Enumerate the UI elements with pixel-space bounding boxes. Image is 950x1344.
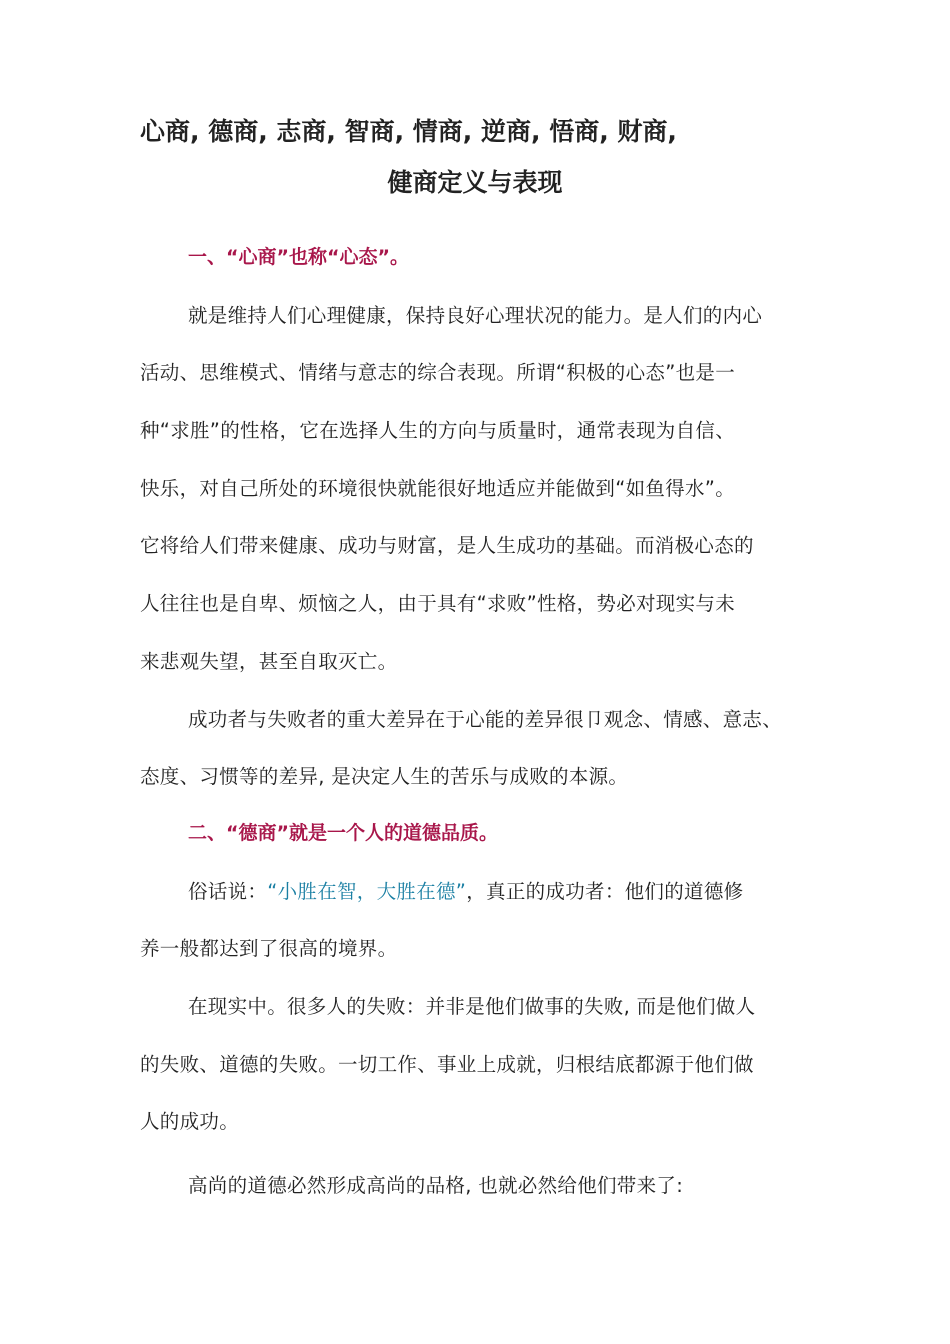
section2-para1-prefix: 俗话说： [188,880,268,903]
section2-heading: 二、“德商”就是一个人的道德品质。 [188,822,498,844]
document-title-line2: 健商定义与表现 [387,168,563,197]
section2-para1-suffix: ，真正的成功者：他们的道德修 [466,880,744,903]
section1-para1-line: 活动、思维模式、情绪与意志的综合表现。所谓“积极的心态”也是一 [140,361,736,384]
section1-para1-line: 来悲观失望，甚至自取灭亡。 [140,650,398,673]
document-title-line1: 心商, 德商, 志商, 智商, 情商, 逆商, 悟商, 财商, [140,117,677,146]
section1-para1-line: 就是维持人们心理健康，保持良好心理状况的能力。是人们的内心 [188,304,763,327]
section1-para1-line: 人往往也是自卑、烦恼之人，由于具有“求败”性格，势必对现实与未 [140,592,736,615]
section1-para1-line: 它将给人们带来健康、成功与财富，是人生成功的基础。而消极心态的 [140,534,754,557]
section1-para1-line: 快乐，对自己所处的环境很快就能很好地适应并能做到“如鱼得水”。 [140,477,736,500]
section2-para1-line [188,876,743,904]
section2-para2-line: 的失败、道德的失败。一切工作、事业上成就，归根结底都源于他们做 [140,1053,754,1076]
section1-para1-line: 种“求胜”的性格，它在选择人生的方向与质量时，通常表现为自信、 [140,419,736,442]
section1-para2-line: 成功者与失败者的重大差异在于心能的差异很卩观念、情感、意志、 [188,708,783,731]
section2-para1-quote: “小胜在智，大胜在德” [267,880,467,903]
section2-para2-line: 在现实中。很多人的失败：并非是他们做事的失败, 而是他们做人 [188,995,756,1018]
section1-para2-line: 态度、习惯等的差异, 是决定人生的苦乐与成败的本源。 [140,765,629,788]
section2-para1-line: 养一般都达到了很高的境界。 [140,937,398,960]
section2-para3-line: 高尚的道德必然形成高尚的品格, 也就必然给他们带来了: [188,1174,684,1197]
section1-heading: 一、“心商”也称“心态”。 [188,246,409,268]
section2-para2-line: 人的成功。 [140,1110,240,1133]
